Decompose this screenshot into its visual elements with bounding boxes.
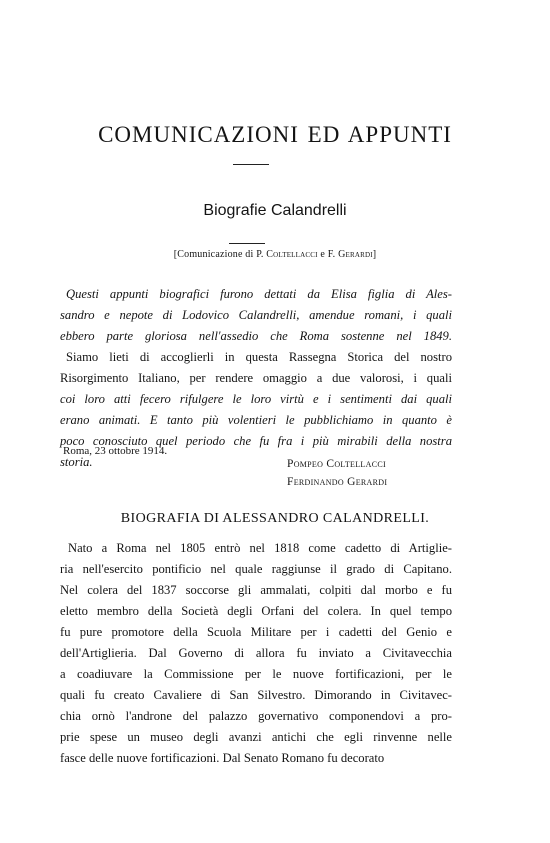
intro-line: Siamo lieti di accoglierli in questa Rassegna Storica del nostro bbox=[66, 350, 452, 364]
intro-line: coi loro atti fecero rifulgere le loro virtù e i sentimenti dai quali bbox=[60, 392, 452, 406]
intro-line: Risorgimento Italiano, per rendere omaggio a due valorosi, i quali bbox=[60, 371, 452, 385]
biography-line: ria nell'esercito pontificio nel quale raggiunse il grado di Capitano. bbox=[60, 562, 452, 576]
title-divider bbox=[229, 243, 265, 244]
biography-title: BIOGRAFIA DI ALESSANDRO CALANDRELLI. bbox=[120, 511, 430, 526]
credit-author-2: F. Gerardi bbox=[327, 249, 373, 260]
intro-line: ebbero parte gloriosa nell'assedio che Roma sostenne nel 1849. bbox=[60, 329, 452, 343]
section-heading: COMUNICAZIONI ED APPUNTI bbox=[98, 122, 452, 147]
biography-line: Nel colera del 1837 soccorse gli ammalati, colpiti dal morbo e fu bbox=[60, 583, 452, 597]
biography-line: fu pure promotore della Scuola Militare per i cadetti del Genio e bbox=[60, 625, 452, 639]
intro-line: sandro e nepote di Lodovico Calandrelli, amendue romani, i quali bbox=[60, 308, 452, 322]
biography-line: fasce delle nuove fortificazioni. Dal Senato Romano fu decorato bbox=[60, 751, 385, 765]
article-credit bbox=[0, 249, 550, 260]
intro-line: poco conosciuto quel periodo che fu fra i più mirabili della nostra bbox=[60, 434, 452, 448]
credit-suffix: ] bbox=[372, 249, 377, 260]
biography-line: a coadiuvare la Commissione per le nuove fortificazioni, per le bbox=[60, 667, 452, 681]
signature-1: Pompeo Coltellacci bbox=[287, 458, 386, 470]
biography-line: quali fu creato Cavaliere di San Silvestro. Dimorando in Civitavec- bbox=[60, 688, 452, 702]
biography-paragraph bbox=[60, 538, 452, 769]
credit-mid: e bbox=[320, 249, 325, 260]
article-title: Biografie Calandrelli bbox=[203, 202, 347, 219]
credit-prefix: [Comunicazione di bbox=[173, 249, 254, 260]
intro-line: erano animati. E tanto più volentieri le pubblichiamo in quanto è bbox=[60, 413, 452, 427]
biography-line: eletto membro della Società degli Orfani del colera. In quel tempo bbox=[60, 604, 452, 618]
dateline: Roma, 23 ottobre 1914. bbox=[63, 445, 168, 457]
heading-divider bbox=[233, 164, 269, 165]
biography-line: chia ornò l'androne del palazzo governativo componendovi a pro- bbox=[60, 709, 452, 723]
biography-line: Nato a Roma nel 1805 entrò nel 1818 come cadetto di Artiglie- bbox=[68, 541, 452, 555]
intro-line: storia. bbox=[60, 455, 93, 469]
intro-line: Questi appunti biografici furono dettati da Elisa figlia di Ales- bbox=[66, 287, 452, 301]
signature-2: Ferdinando Gerardi bbox=[287, 476, 388, 488]
biography-line: prie spese un museo degli avanzi antichi che egli rinvenne nelle bbox=[60, 730, 452, 744]
credit-author-1: P. Coltellacci bbox=[256, 249, 318, 260]
biography-line: dell'Artiglieria. Dal Governo di allora fu inviato a Civitavecchia bbox=[60, 646, 452, 660]
